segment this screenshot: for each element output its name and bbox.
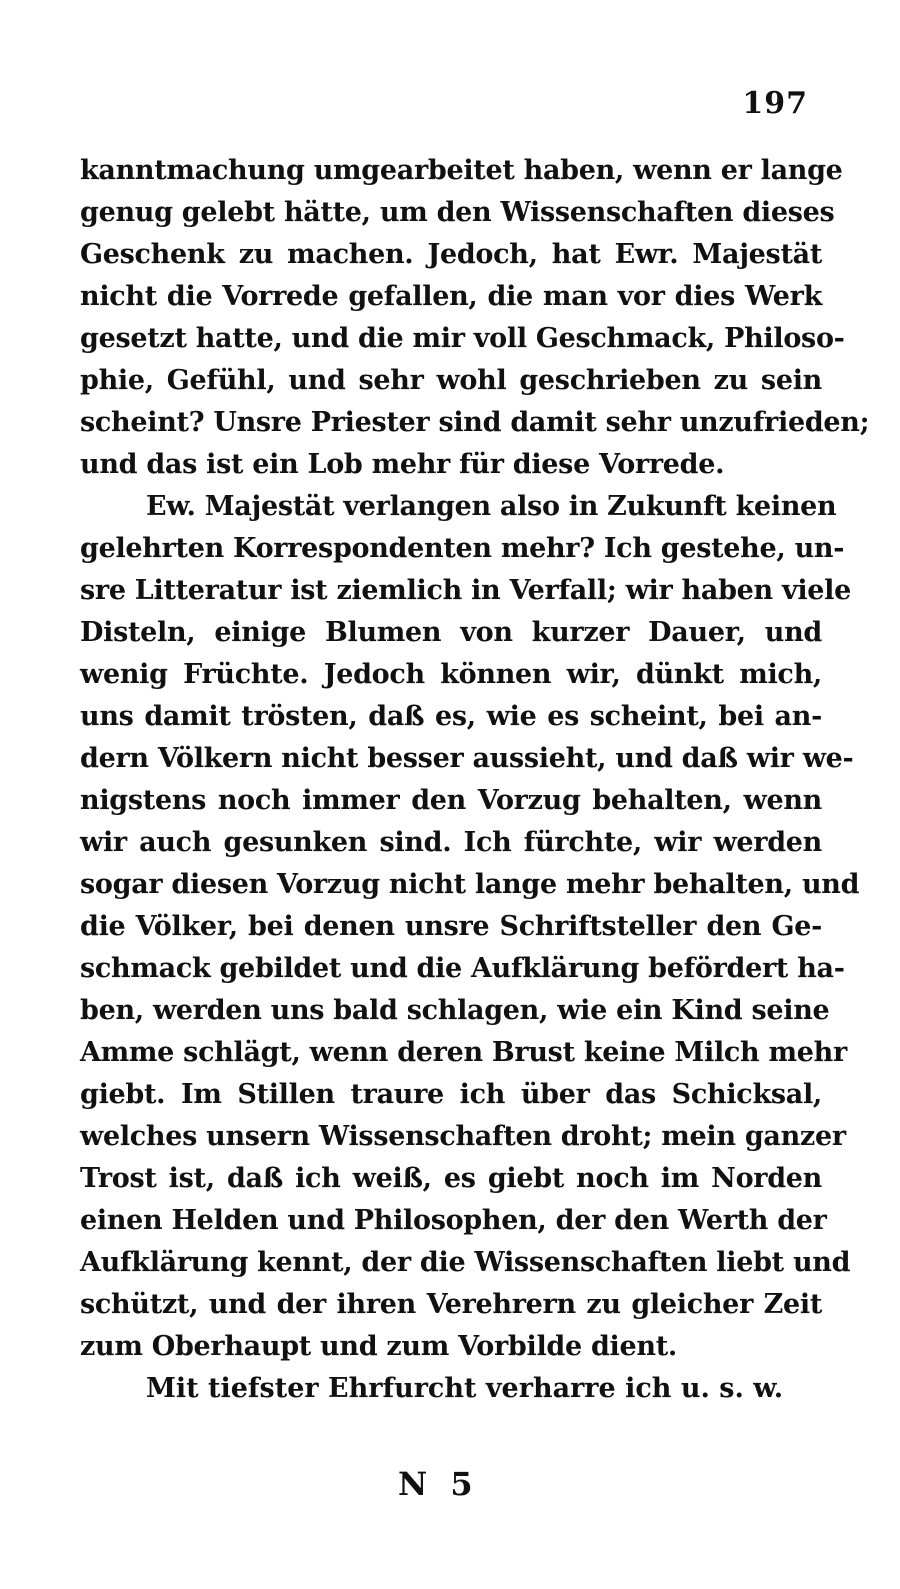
text-line: scheint? Unsre Priester sind damit sehr unzufrieden; [80, 407, 870, 438]
text-line: Amme schlägt, wenn deren Brust keine Milch mehr [80, 1037, 847, 1068]
closing-line: Mit tiefster Ehrfurcht verharre ich u. s. w. [146, 1373, 784, 1404]
paragraph-2 [80, 486, 860, 1368]
text-line: Aufklärung kennt, der die Wissenschaften liebt und [80, 1247, 851, 1278]
text-line: genug gelebt hätte, um den Wissenschaften dieses [80, 197, 835, 228]
text-line: wir auch gesunken sind. Ich fürchte, wir werden [80, 827, 822, 858]
text-line: Ew. Majestät verlangen also in Zukunft keinen [146, 491, 837, 522]
text-line: sre Litteratur ist ziemlich in Verfall; wir haben viele [80, 575, 852, 606]
text-line: und das ist ein Lob mehr für diese Vorrede. [80, 449, 725, 480]
text-line: einen Helden und Philosophen, der den Werth der [80, 1205, 827, 1236]
text-line: schmack gebildet und die Aufklärung befördert ha- [80, 953, 845, 984]
text-line: gelehrten Korrespondenten mehr? Ich gestehe, un- [80, 533, 845, 564]
text-line: nicht die Vorrede gefallen, die man vor dies Werk [80, 281, 822, 312]
text-line: kanntmachung umgearbeitet haben, wenn er lange [80, 155, 843, 186]
text-line: schützt, und der ihren Verehrern zu gleicher Zeit [80, 1289, 822, 1320]
text-line: wenig Früchte. Jedoch können wir, dünkt mich, [80, 659, 822, 690]
page-number: 197 [742, 86, 808, 121]
text-line: phie, Gefühl, und sehr wohl geschrieben zu sein [80, 365, 822, 396]
text-line: Trost ist, daß ich weiß, es giebt noch im Norden [80, 1163, 822, 1194]
text-line: nigstens noch immer den Vorzug behalten, wenn [80, 785, 822, 816]
text-line: uns damit trösten, daß es, wie es scheint, bei an- [80, 701, 822, 732]
text-line: welches unsern Wissenschaften droht; mein ganzer [80, 1121, 846, 1152]
text-line: die Völker, bei denen unsre Schriftsteller den Ge- [80, 911, 822, 942]
text-line: giebt. Im Stillen traure ich über das Schicksal, [80, 1079, 822, 1110]
text-line: gesetzt hatte, und die mir voll Geschmack, Philoso- [80, 323, 845, 354]
text-line: sogar diesen Vorzug nicht lange mehr behalten, und [80, 869, 860, 900]
text-line: zum Oberhaupt und zum Vorbilde dient. [80, 1331, 677, 1362]
body-text [80, 150, 870, 1410]
paragraph-1 [80, 150, 870, 486]
text-line: ben, werden uns bald schlagen, wie ein Kind seine [80, 995, 830, 1026]
text-line: dern Völkern nicht besser aussieht, und daß wir we- [80, 743, 854, 774]
text-line: Geschenk zu machen. Jedoch, hat Ewr. Majestät [80, 239, 822, 270]
printer-signature-mark: N 5 [398, 1465, 479, 1503]
text-line: Disteln, einige Blumen von kurzer Dauer, und [80, 617, 822, 648]
